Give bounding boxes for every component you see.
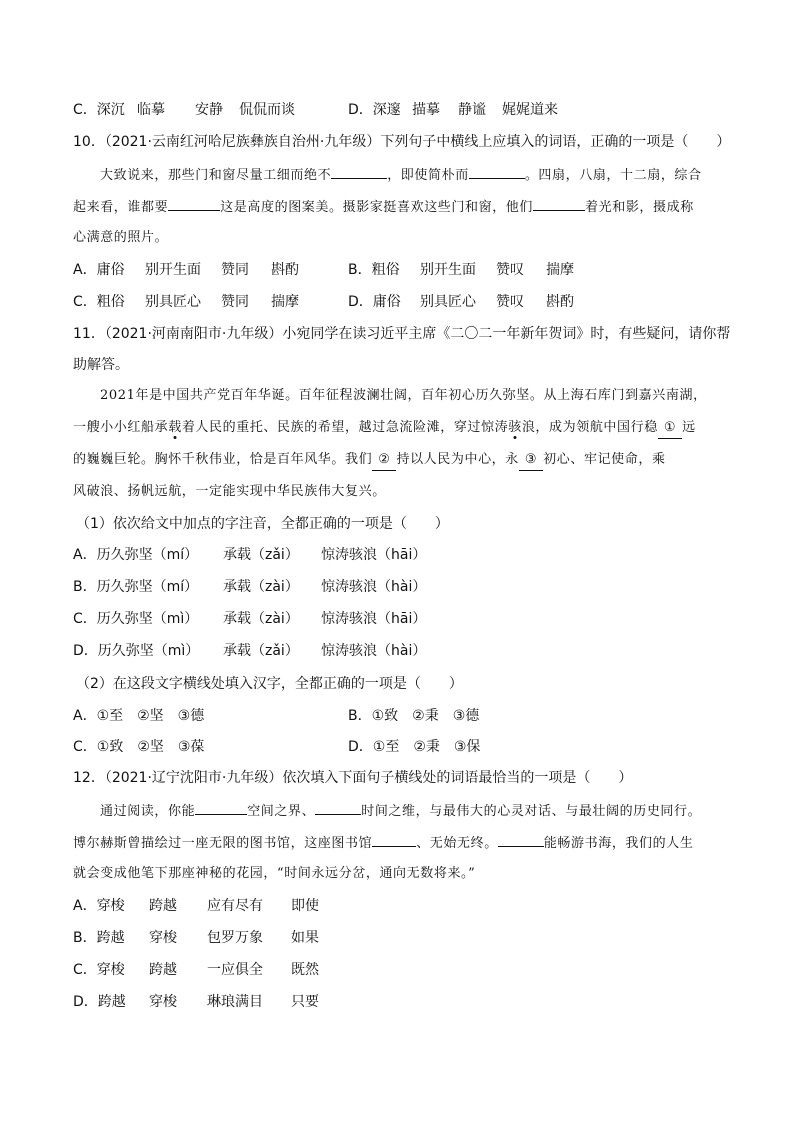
answer-blank — [533, 196, 585, 211]
q9-option-c — [73, 100, 295, 120]
option-word: 斟酌 — [546, 294, 574, 310]
option-label: C．穿梭 — [73, 962, 125, 978]
answer-blank-3: ③ — [519, 450, 543, 471]
option-label: B．跨越 — [73, 930, 125, 946]
q10-passage-line-1 — [100, 164, 702, 186]
option-label: A．庸俗 — [73, 262, 125, 278]
option-word: 别开生面 — [420, 262, 476, 278]
option-word: 赞同 — [221, 262, 249, 278]
q10-option-a — [73, 260, 299, 280]
option-label: D．跨越 — [73, 994, 126, 1010]
option-label: D．深邃 — [348, 102, 401, 118]
answer-blank — [469, 164, 525, 179]
option-text: 承载（zǎi） — [223, 643, 299, 659]
q11-sub2-option-a: A．①至 ②坚 ③德 — [73, 708, 205, 724]
option-word: 琳琅满目 — [207, 994, 263, 1010]
option-text: 承载（zǎi） — [223, 547, 299, 563]
passage-text: 的巍巍巨轮。胸怀千秋伟业，恰是百年风华。我们 — [73, 452, 373, 467]
option-text: 惊涛骇浪（hāi） — [321, 547, 427, 563]
option-word: 穿梭 — [149, 994, 177, 1010]
q11-passage-line-4: 风破浪、扬帆远航，一定能实现中华民族伟大复兴。 — [73, 484, 386, 499]
q11-passage-line-1: 2021年是中国共产党百年华诞。百年征程波澜壮阔，百年初心历久弥坚。从上海石库门到嘉兴南湖， — [100, 388, 707, 403]
answer-blank — [195, 800, 247, 815]
option-label: D．庸俗 — [348, 294, 401, 310]
option-word: 跨越 — [149, 898, 177, 914]
passage-text: 博尔赫斯曾描绘过一座无限的图书馆，这座图书馆 — [73, 836, 373, 851]
passage-text: 时间之维，与最伟大的心灵对话、与最壮阔的历史同行。 — [361, 804, 702, 819]
option-word: 别开生面 — [145, 262, 201, 278]
option-word: 安静 — [195, 102, 223, 118]
option-word: 既然 — [291, 962, 319, 978]
option-word: 只要 — [291, 994, 319, 1010]
option-word: 描摹 — [412, 102, 440, 118]
passage-text: 起来看，谁都要 — [73, 200, 169, 215]
q12-option-c — [73, 960, 319, 980]
passage-text: ，即使简朴而 — [387, 168, 469, 183]
q11-heading-line-1: 11．（2021·河南南阳市·九年级）小宛同学在读习近平主席《二〇二一年新年贺词》时，有些疑问，请你帮 — [73, 326, 731, 342]
option-word: 娓娓道来 — [502, 102, 558, 118]
option-word: 如果 — [291, 930, 319, 946]
passage-text: 着光和影，摄成称 — [585, 200, 694, 215]
option-label: A．穿梭 — [73, 898, 125, 914]
q12-heading: 12．（2021·辽宁沈阳市·九年级）依次填入下面句子横线处的词语最恰当的一项是（ ） — [73, 770, 633, 786]
option-label: C．深沉 — [73, 102, 125, 118]
q9-option-d — [348, 100, 558, 120]
passage-text: 这是高度的图案美。摄影家挺喜欢这些门和窗，他们 — [220, 200, 534, 215]
option-word: 一应俱全 — [207, 962, 263, 978]
option-word: 揣摩 — [271, 294, 299, 310]
option-word: 赞叹 — [496, 294, 524, 310]
option-word: 斟酌 — [271, 262, 299, 278]
q11-sub2-option-c: C．①致 ②坚 ③葆 — [73, 739, 205, 755]
passage-text: 浪，成为领航中国行稳 — [521, 420, 658, 435]
option-word: 即使 — [291, 898, 319, 914]
q11-passage-line-2 — [73, 418, 696, 439]
passage-text: 初心、牢记使命，乘 — [543, 452, 666, 467]
passage-text: 空间之界、 — [247, 804, 316, 819]
option-label: B．粗俗 — [348, 262, 400, 278]
passage-text: 通过阅读，你能 — [100, 804, 196, 819]
q10-passage-line-3: 心满意的照片。 — [73, 230, 169, 245]
passage-text: 持以人民为中心，永 — [396, 452, 519, 467]
option-text: 承载（zài） — [223, 611, 299, 627]
answer-blank — [331, 164, 387, 179]
q11-sub1-option-d — [73, 641, 426, 661]
answer-blank — [498, 832, 544, 847]
option-word: 包罗万象 — [207, 930, 263, 946]
q11-sub2-option-d: D．①至 ②秉 ③保 — [348, 739, 481, 755]
passage-text: 能畅游书海，我们的人生 — [543, 836, 694, 851]
passage-text: 一艘小小红船承 — [73, 420, 169, 435]
option-word: 穿梭 — [149, 930, 177, 946]
q10-option-d — [348, 292, 574, 312]
option-word: 赞叹 — [496, 262, 524, 278]
q11-passage-line-3 — [73, 450, 666, 471]
answer-blank-1: ① — [658, 418, 682, 439]
option-word: 静谧 — [458, 102, 486, 118]
q10-option-b — [348, 260, 574, 280]
q12-passage-line-2 — [73, 832, 693, 854]
q10-option-c — [73, 292, 299, 312]
passage-text: 。四扇，八扇，十二扇，综合 — [524, 168, 702, 183]
q11-sub1-option-a — [73, 545, 426, 565]
option-text: 惊涛骇浪（hài） — [321, 643, 427, 659]
q12-option-d — [73, 992, 319, 1012]
option-label: C．粗俗 — [73, 294, 125, 310]
option-word: 揣摩 — [546, 262, 574, 278]
passage-text: 大致说来，那些门和窗尽量工细而绝不 — [100, 168, 332, 183]
q11-sub2-heading: （2）在这段文字横线处填入汉字，全都正确的一项是（ ） — [76, 676, 463, 692]
passage-text: 远 — [682, 420, 696, 435]
option-text: A．历久弥坚（mí） — [73, 547, 199, 563]
option-text: 承载（zài） — [223, 579, 299, 595]
q11-sub2-option-b: B．①致 ②秉 ③德 — [348, 708, 480, 724]
answer-blank — [315, 800, 361, 815]
option-word: 别具匠心 — [145, 294, 201, 310]
option-word: 侃侃而谈 — [239, 102, 295, 118]
option-text: 惊涛骇浪（hài） — [321, 579, 427, 595]
option-word: 赞同 — [221, 294, 249, 310]
option-word: 应有尽有 — [207, 898, 263, 914]
q12-passage-line-3: 就会变成他笔下那座神秘的花园，“时间永远分岔，通向无数将来。” — [73, 866, 476, 881]
answer-blank-2: ② — [372, 450, 396, 471]
passage-text: 、无始无终。 — [416, 836, 498, 851]
q10-passage-line-2 — [73, 196, 694, 218]
answer-blank — [168, 196, 220, 211]
dotted-char: 载 — [168, 420, 182, 435]
option-word: 临摹 — [137, 102, 165, 118]
dotted-char: 骇 — [508, 420, 522, 435]
q11-sub1-heading: （1）依次给文中加点的字注音，全都正确的一项是（ ） — [76, 516, 449, 532]
option-word: 跨越 — [149, 962, 177, 978]
option-text: 惊涛骇浪（hāi） — [321, 611, 427, 627]
q12-option-b — [73, 928, 319, 948]
q10-heading: 10．（2021·云南红河哈尼族彝族自治州·九年级）下列句子中横线上应填入的词语，正确的一项是（ ） — [73, 134, 731, 150]
q12-option-a — [73, 896, 319, 916]
q12-passage-line-1 — [100, 800, 701, 822]
q11-sub1-option-b — [73, 577, 426, 597]
q11-sub1-option-c — [73, 609, 426, 629]
answer-blank — [372, 832, 416, 847]
option-word: 别具匠心 — [420, 294, 476, 310]
option-text: B．历久弥坚（mí） — [73, 579, 199, 595]
q11-heading-line-2: 助解答。 — [73, 357, 129, 373]
passage-text: 着人民的重托、民族的希望，越过急流险滩，穿过惊涛 — [181, 420, 509, 435]
option-text: D．历久弥坚（mì） — [73, 643, 200, 659]
option-text: C．历久弥坚（mì） — [73, 611, 199, 627]
